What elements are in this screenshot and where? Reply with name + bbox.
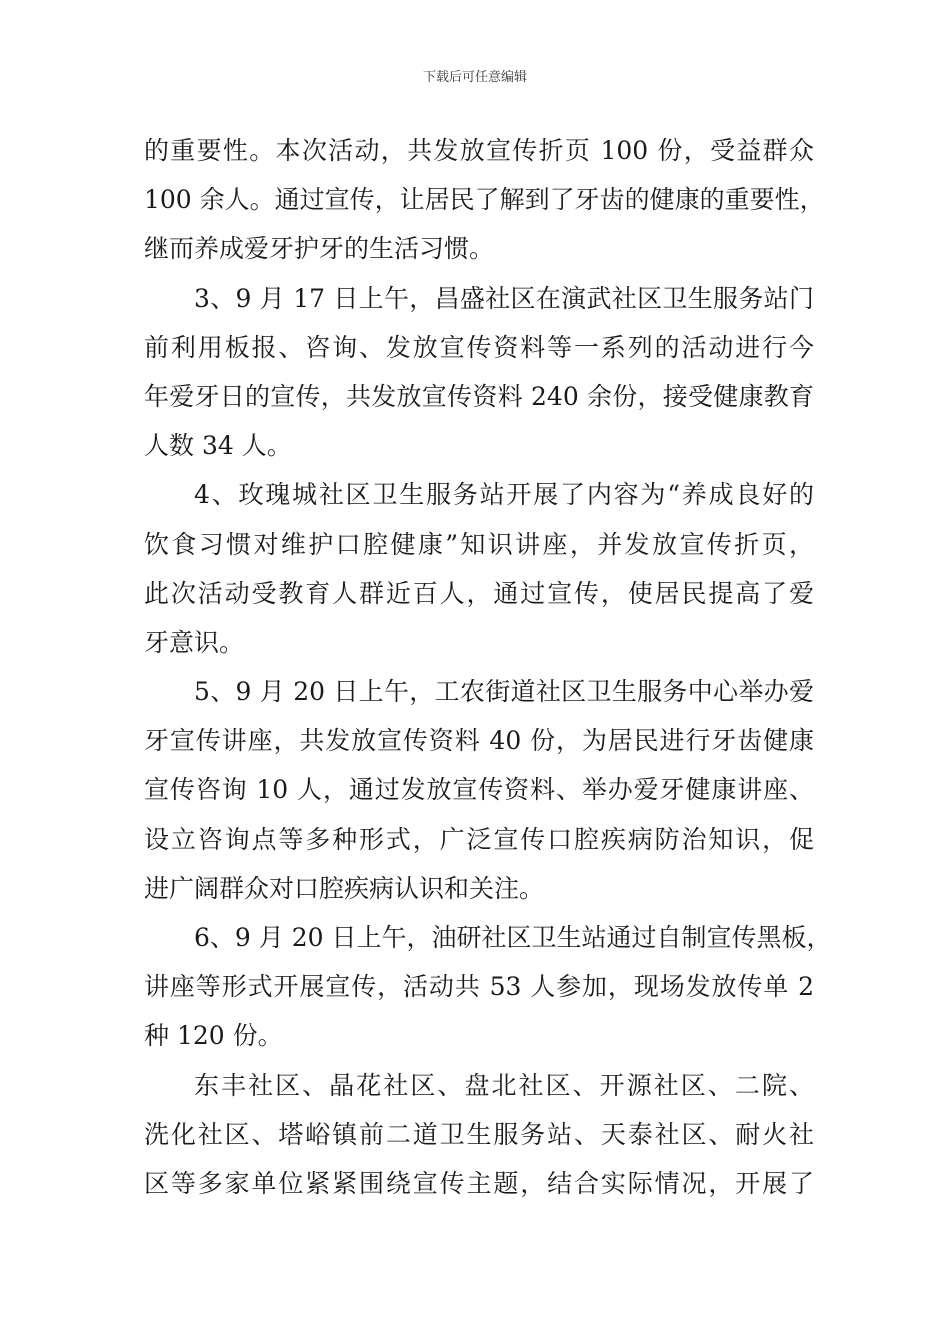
body-line: 牙意识。 — [144, 627, 245, 657]
body-line: 年爱牙日的宣传，共发放宣传资料 240 余份，接受健康教育 — [144, 381, 814, 411]
body-line: 饮食习惯对维护口腔健康”知识讲座，并发放宣传折页， — [144, 529, 814, 559]
body-line: 牙宣传讲座，共发放宣传资料 40 份，为居民进行牙齿健康 — [144, 726, 814, 756]
body-line: 设立咨询点等多种形式，广泛宣传口腔疾病防治知识，促 — [144, 824, 814, 854]
body-line: 区等多家单位紧紧围绕宣传主题，结合实际情况，开展了 — [144, 1168, 814, 1198]
document-body — [144, 126, 832, 1208]
body-line: 人数 34 人。 — [144, 431, 292, 461]
body-line: 4、玫瑰城社区卫生服务站开展了内容为“养成良好的 — [194, 480, 814, 510]
body-line: 讲座等形式开展宣传，活动共 53 人参加，现场发放传单 2 — [144, 972, 814, 1002]
body-line: 洗化社区、塔峪镇前二道卫生服务站、天泰社区、耐火社 — [144, 1119, 814, 1149]
body-line: 东丰社区、晶花社区、盘北社区、开源社区、二院、 — [194, 1070, 814, 1100]
body-line: 前利用板报、咨询、发放宣传资料等一系列的活动进行今 — [144, 332, 814, 362]
body-line: 的重要性。本次活动，共发放宣传折页 100 份，受益群众 — [144, 136, 814, 165]
body-line: 种 120 份。 — [144, 1021, 283, 1051]
body-line: 继而养成爱牙护牙的生活习惯。 — [144, 234, 495, 264]
body-line: 宣传咨询 10 人，通过发放宣传资料、举办爱牙健康讲座、 — [144, 775, 814, 805]
body-line: 3、9 月 17 日上午，昌盛社区在演武社区卫生服务站门 — [194, 283, 814, 313]
body-line: 进广阔群众对口腔疾病认识和关注。 — [144, 873, 545, 903]
body-line: 5、9 月 20 日上午，工农街道社区卫生服务中心举办爱 — [194, 677, 814, 707]
page-header: 下载后可任意编辑 — [422, 70, 527, 85]
body-line: 此次活动受教育人群近百人，通过宣传，使居民提高了爱 — [144, 578, 814, 608]
body-line: 6、9 月 20 日上午，油研社区卫生站通过自制宣传黑板， — [194, 923, 832, 952]
body-line: 100 余人。通过宣传，让居民了解到了牙齿的健康的重要性， — [144, 185, 825, 215]
